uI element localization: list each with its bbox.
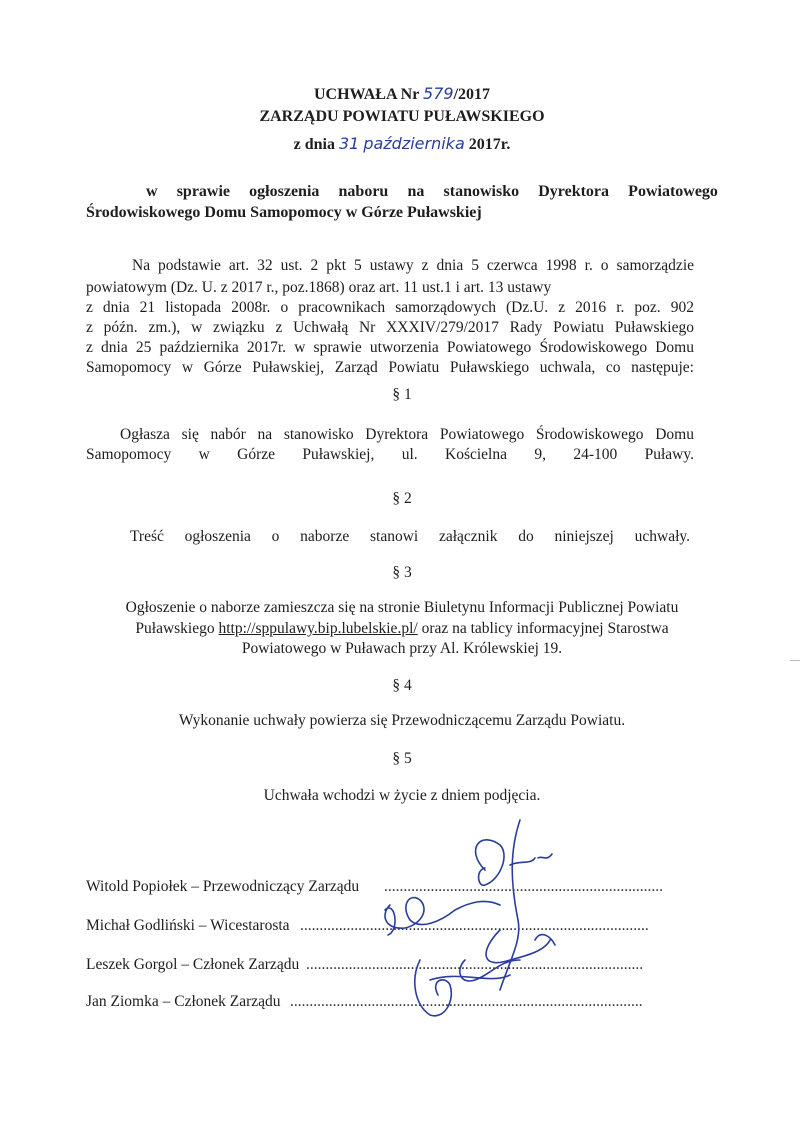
subject-line-2: Środowiskowego Domu Samopomocy w Górze Puławskiej <box>86 204 482 221</box>
preamble-line: powiatowym (Dz. U. z 2017 r., poz.1868) oraz art. 11 ust.1 i art. 13 ustawy <box>86 279 552 296</box>
signature-line: ....................................................................................... <box>306 956 644 973</box>
issuer-title: ZARZĄDU POWIATU PUŁAWSKIEGO <box>259 108 545 125</box>
preamble-line: z dnia 25 października 2017r. w sprawie utworzenia Powiatowego Środowiskowego Domu <box>86 339 694 356</box>
signature-line: ........................................................................ <box>384 878 663 895</box>
handwritten-month: października <box>363 134 465 153</box>
section-heading-1: § 1 <box>392 386 412 403</box>
signatory-chairman: Witold Popiołek – Przewodniczący Zarządu <box>86 878 360 895</box>
signatory-member-2: Jan Ziomka – Członek Zarządu <box>86 993 281 1010</box>
handwritten-number: 579 <box>423 84 454 103</box>
handwritten-signatures <box>360 810 580 1025</box>
section-heading-5: § 5 <box>392 750 412 767</box>
resolution-title: UCHWAŁA Nr 579/2017 <box>313 84 491 103</box>
resolution-date: z dnia 31 października 2017r. <box>293 134 511 153</box>
signatory-member-1: Leszek Gorgol – Członek Zarządu <box>86 956 300 973</box>
signatory-vice-starost: Michał Godliński – Wicestarosta <box>86 917 290 934</box>
signature-line: .......................................................................................... <box>300 917 649 934</box>
scan-edge-mark <box>790 660 800 661</box>
section-4-line: Wykonanie uchwały powierza się Przewodniczącemu Zarządu Powiatu. <box>178 712 626 729</box>
handwritten-day: 31 <box>338 134 360 153</box>
section-1-line: Samopomocy w Górze Puławskiej, ul. Kościelna 9, 24-100 Puławy. <box>86 446 694 463</box>
resolution-subject <box>86 181 718 223</box>
section-3-line: Powiatowego w Puławach przy Al. Królewskiej 19. <box>241 640 563 657</box>
signature-line: ........................................................................................... <box>290 993 643 1010</box>
preamble-line: Na podstawie art. 32 ust. 2 pkt 5 ustawy z dnia 5 czerwca 1998 r. o samorządzie <box>132 257 694 274</box>
section-1-line: Ogłasza się nabór na stanowisko Dyrektora Powiatowego Środowiskowego Domu <box>120 426 694 443</box>
preamble-line: z późn. zm.), w związku z Uchwałą Nr XXXIV/279/2017 Rady Powiatu Puławskiego <box>86 319 694 336</box>
preamble-line: z dnia 21 listopada 2008r. o pracownikach samorządowych (Dz.U. z 2016 r. poz. 902 <box>86 299 694 316</box>
section-heading-2: § 2 <box>392 490 412 507</box>
section-3-line: Ogłoszenie o naborze zamieszcza się na stronie Biuletynu Informacji Publicznej Powiatu <box>125 599 679 616</box>
section-5-line: Uchwała wchodzi w życie z dniem podjęcia. <box>263 787 541 804</box>
subject-line-1: w sprawie ogłoszenia naboru na stanowisko Dyrektora Powiatowego <box>146 183 718 200</box>
section-3-line: Puławskiego http://sppulawy.bip.lubelskie.pl/ oraz na tablicy informacyjnej Starostwa <box>135 620 669 637</box>
preamble-line: Samopomocy w Górze Puławskiej, Zarząd Powiatu Puławskiego uchwala, co następuje: <box>86 359 694 376</box>
bip-link[interactable]: http://sppulawy.bip.lubelskie.pl/ <box>218 620 418 637</box>
section-heading-4: § 4 <box>392 677 412 694</box>
section-2-line: Treść ogłoszenia o naborze stanowi załącznik do niniejszej uchwały. <box>130 528 690 545</box>
section-heading-3: § 3 <box>392 564 412 581</box>
